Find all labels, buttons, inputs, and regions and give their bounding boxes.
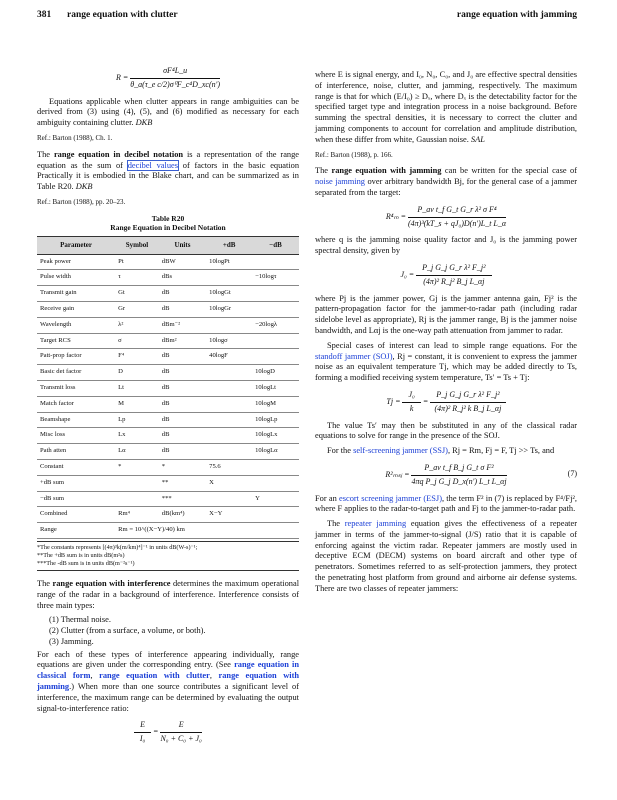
paragraph-quality-factor: where q is the jamming noise quality factor and J₀ is the jamming power spectral density, given by xyxy=(315,235,577,256)
link-noise-jamming[interactable]: noise jamming xyxy=(315,177,365,187)
table-cell: M xyxy=(115,396,159,412)
reference: Ref.: Barton (1988), p. 166. xyxy=(315,150,393,159)
paragraph-repeater: The repeater jamming equation gives the effectiveness of a repeater jammer in terms of the jammer-to-signal (J/S) ratio that it is capable of enforcing against the victim radar. Repeater jammers are mostly used in deceptive ECM (DECM) systems on board aircraft and other type of penetrators. Sometimes referred to as self-protection jammers, they protect the penetrating host platform from ground and airborne air defense systems. There are two classes of repeater jammers: xyxy=(315,519,578,593)
table-cell: dBW xyxy=(159,254,206,270)
list-item: (1) Thermal noise. xyxy=(49,615,111,625)
table-cell: dB xyxy=(159,301,206,317)
table-cell: Misc loss xyxy=(37,428,115,444)
table-cell: Patt-prop factor xyxy=(37,349,115,365)
table-row xyxy=(37,317,299,333)
table-row xyxy=(37,491,299,507)
table-cell: dB xyxy=(159,396,206,412)
equation-ssj-range: R²ₘₛⱼ = $\frac{\text{P\_av t\_f B\_j G\_t σ F²}}{\text{4πq P\_j G\_j D\_x(n′) L\_t L\_αj}}$ (7) xyxy=(385,462,577,486)
table-cell: dB xyxy=(159,349,206,365)
table-row xyxy=(37,380,299,396)
table-cell: dB xyxy=(159,444,206,460)
link-standoff-jammer[interactable]: standoff jammer (SOJ) xyxy=(315,351,393,361)
table-cell: Gt xyxy=(115,286,159,302)
link-escort-screening-jammer[interactable]: escort screening jammer (ESJ) xyxy=(339,493,442,503)
table-cell: λ² xyxy=(115,317,159,333)
table-row xyxy=(37,459,299,475)
table-cell: 10logD xyxy=(252,365,299,381)
table-cell: Lt xyxy=(115,380,159,396)
table-cell: dB xyxy=(159,380,206,396)
table-row xyxy=(37,444,299,460)
table-cell: Target RCS xyxy=(37,333,115,349)
left-column xyxy=(37,60,299,751)
table-cell: Lp xyxy=(115,412,159,428)
equation-jammer-temperature: Tj = $\frac{\text{J₀}}{k}$ = $\frac{\text{P\_j G\_j G\_r λ² F\_j²}}{\text{(4π)² R\_j² k B\_j L\_αj}}$ xyxy=(315,390,577,415)
table-cell: Combined xyxy=(37,507,115,523)
table-cell xyxy=(206,428,252,444)
table-cell: X−Y xyxy=(206,507,252,523)
table-cell: ** xyxy=(159,475,206,491)
table-cell xyxy=(206,365,252,381)
table-cell xyxy=(252,475,299,491)
table-cell xyxy=(206,491,252,507)
table-cell: dBm² xyxy=(159,333,206,349)
equation-range-clutter: R = $\frac{\text{σF⁴L\_u}}{\text{θ\_a(τ\_e c/2)σ⁰F\_c⁴D\_xc(n′)}}$ xyxy=(115,66,221,89)
table-cell: Beamshape xyxy=(37,412,115,428)
link-decibel-values[interactable]: decibel values xyxy=(127,160,179,170)
table-row xyxy=(37,301,299,317)
table-cell xyxy=(252,349,299,365)
decibel-table xyxy=(37,236,299,539)
page-number: 381 xyxy=(37,10,52,20)
table-row xyxy=(37,286,299,302)
table-caption: Table R20 Range Equation in Decibel Notation xyxy=(110,213,226,232)
table-cell xyxy=(206,396,252,412)
paragraph-jamming: The range equation with jamming can be written for the special case of noise jamming over arbitrary bandwidth Bj, for the general case of a jammer separated from the target: xyxy=(315,166,578,197)
paragraph-interference: The range equation with interference determines the maximum operational range of the radar in a background of interference. Interference consists of three main types: xyxy=(37,578,300,610)
table-cell xyxy=(252,286,299,302)
table-cell xyxy=(252,333,299,349)
table-cell xyxy=(252,459,299,475)
paragraph-jammer-params: where Pj is the jammer power, Gj is the jammer antenna gain, Fj² is the pattern-propagation factor for the jammer-to-radar path (including radar sidelobe level as appropriate), Rj is the jammer range, Bj is the jammer noise bandwidth, and Lαj is the one-way path attenuation from jammer to radar. xyxy=(315,293,577,335)
table-row xyxy=(37,412,299,428)
table-cell: Basic det factor xyxy=(37,365,115,381)
table-cell: 10logGr xyxy=(206,301,252,317)
table-cell: Pulse width xyxy=(37,270,115,286)
table-cell: Gr xyxy=(115,301,159,317)
table-row xyxy=(37,365,299,381)
table-cell: Pt xyxy=(115,254,159,270)
right-running-title: range equation with jamming xyxy=(456,10,577,20)
paragraph-ssj: For the self-screening jammer (SSJ), Rj = Rm, Fj = F, Tj >> Ts, and xyxy=(327,446,555,456)
table-cell xyxy=(206,270,252,286)
table-header-cell: −dB xyxy=(252,236,299,254)
table-cell: σ xyxy=(115,333,159,349)
table-cell: F⁴ xyxy=(115,349,159,365)
reference: Ref.: Barton (1988), pp. 20–23. xyxy=(37,197,126,206)
table-cell: Rm⁴ xyxy=(115,507,159,523)
table-cell xyxy=(252,254,299,270)
table-row xyxy=(37,333,299,349)
table-cell xyxy=(206,317,252,333)
table-row xyxy=(37,396,299,412)
table-cell: Peak power xyxy=(37,254,115,270)
table-row xyxy=(37,507,299,523)
table-header-cell: Parameter xyxy=(37,236,115,254)
table-cell: dB xyxy=(159,286,206,302)
table-cell: D xyxy=(115,365,159,381)
list-item: (2) Clutter (from a surface, a volume, or both). xyxy=(49,626,206,636)
table-cell: Constant xyxy=(37,459,115,475)
running-header xyxy=(37,10,577,24)
table-row xyxy=(37,428,299,444)
table-cell: 10logLp xyxy=(252,412,299,428)
table-cell: Lα xyxy=(115,444,159,460)
table-cell: dB xyxy=(159,428,206,444)
table-cell xyxy=(252,301,299,317)
table-header-cell: +dB xyxy=(206,236,252,254)
link-repeater-jamming[interactable]: repeater jamming xyxy=(344,519,407,529)
paragraph-ts-prime: The value Ts′ may then be substituted in any of the classical radar equations to solve for range in the presence of the SOJ. xyxy=(315,420,577,441)
table-row xyxy=(37,270,299,286)
table-cell: 40logF xyxy=(206,349,252,365)
table-header-cell: Units xyxy=(159,236,206,254)
table-cell: * xyxy=(115,459,159,475)
table-cell xyxy=(206,380,252,396)
table-cell: Path atten xyxy=(37,444,115,460)
table-cell xyxy=(115,491,159,507)
table-cell: Wavelength xyxy=(37,317,115,333)
table-cell: Y xyxy=(252,491,299,507)
table-cell: −10logτ xyxy=(252,270,299,286)
paragraph-clutter-ambiguities: Equations applicable when clutter appears in range ambiguities can be derived from (3) using (4), (5), and (6) modified as necessary for each ambiguity containing clutter. DKB xyxy=(37,96,299,128)
right-column xyxy=(315,70,577,599)
equation-jamming-range: R⁴ₘ = $\frac{\text{P\_av t\_f G\_t G\_r λ² σ F⁴}}{\text{(4π)³(kT\_s + qJ₀)D(n′)L\_t L\_α}}$ xyxy=(385,204,507,228)
table-cell: Receive gain xyxy=(37,301,115,317)
paragraph-esj: For an escort screening jammer (ESJ), the term F² in (7) is replaced by F⁴/Fj², where F applies to the radar-to-target path and Fj to the jammer-to-radar path. xyxy=(315,493,577,514)
table-cell xyxy=(206,444,252,460)
equation-jamming-density: J₀ = $\frac{\text{P\_j G\_j G\_r λ² F\_j²}}{\text{(4π)² R\_j² B\_j L\_αj}}$ xyxy=(315,263,577,288)
interference-list xyxy=(37,615,299,647)
table-cell: +dB sum xyxy=(37,475,115,491)
table-cell: 10logσ xyxy=(206,333,252,349)
table-cell: 10logLα xyxy=(252,444,299,460)
table-cell: dB xyxy=(159,412,206,428)
paragraph-decibel-notation: The range equation in decibel notation is a representation of the range equation as the sum of decibel values of factors in the basic equation Practically it is embodied in the Blake chart, and can be summarized as in Table R20. DKB xyxy=(37,149,300,192)
equation-signal-to-interference: $\frac{E}{\text{I₀}}$ = $\frac{E}{\text{N₀ + C₀ + J₀}}$ xyxy=(37,720,299,745)
table-cell xyxy=(252,507,299,523)
left-running-title: range equation with clutter xyxy=(67,10,178,20)
link-range-equation-classical[interactable]: range equation in classical form xyxy=(37,660,300,681)
table-cell: 10logPt xyxy=(206,254,252,270)
table-cell: −20logλ xyxy=(252,317,299,333)
table-cell: Transmit gain xyxy=(37,286,115,302)
table-cell xyxy=(115,475,159,491)
table-cell: Transmit loss xyxy=(37,380,115,396)
table-row xyxy=(37,475,299,491)
table-cell: 75.6 xyxy=(206,459,252,475)
table-cell: 10logGt xyxy=(206,286,252,302)
table-cell: dB(km⁴) xyxy=(159,507,206,523)
table-cell: −dB sum xyxy=(37,491,115,507)
table-cell: dBm⁻² xyxy=(159,317,206,333)
table-cell: Rm = 10^((X−Y)/40) km xyxy=(115,523,299,539)
table-cell: 10logLt xyxy=(252,380,299,396)
list-item: (3) Jamming. xyxy=(49,636,94,646)
paragraph-soj: Special cases of interest can lead to simple range equations. For the standoff jammer (SOJ), Rj = constant, it is convenient to express the jammer noise as an equivalent temperature Tj, which may be added directly to Ts, forming a modified receiving system temperature, Ts′ = Ts + Tj: xyxy=(315,340,577,383)
table-row xyxy=(37,523,299,539)
link-range-equation-jamming[interactable]: range equation with jamming xyxy=(37,671,300,692)
table-cell: dB xyxy=(159,365,206,381)
table-cell: dBs xyxy=(159,270,206,286)
table-cell: Lx xyxy=(115,428,159,444)
table-cell: 10logLx xyxy=(252,428,299,444)
link-self-screening-jammer[interactable]: self-screening jammer (SSJ) xyxy=(353,446,448,456)
paragraph-energy: where E is signal energy, and I₀, N₀, C₀, and J₀ are effective spectral densities of interference, noise, clutter, and jamming, respectively. The maximum range is that for which (E/I₀) ≥ Dₓ, where Dₓ is the detectability factor for the specified target type and integration process in a noise background. Before summing the spectral densities, it is necessary to correct the clutter and jamming components to account for correlation and amplitude distribution, when these differ from white, Gaussian noise. SAL xyxy=(315,70,577,144)
reference: Ref.: Barton (1988), Ch. 1. xyxy=(37,133,113,142)
table-cell: *** xyxy=(159,491,206,507)
table-cell xyxy=(206,412,252,428)
table-cell: Match factor xyxy=(37,396,115,412)
table-cell: * xyxy=(159,459,206,475)
table-cell: τ xyxy=(115,270,159,286)
table-row xyxy=(37,349,299,365)
table-notes: *The constants represents [(4π)³k(m/km)⁴]⁻¹ in units dB(W-s)⁻¹; **The +dB sum is in units dB(m²s) ***The -dB sum is in units dB(m⁻²s⁻¹) xyxy=(37,541,299,571)
paragraph-multiple-sources: For each of these types of interference appearing individually, range equations are given under the corresponding entry. (See range equation in classical form, range equation with clutter, range equation with jamming.) When more than one source contributes a significant level of interference, the maximum range can be determined by evaluating the output signal-to-interference ratio: xyxy=(37,649,300,713)
link-range-equation-clutter[interactable]: range equation with clutter xyxy=(99,671,210,681)
table-header-cell: Symbol xyxy=(115,236,159,254)
table-row xyxy=(37,254,299,270)
equation-number: (7) xyxy=(567,468,577,478)
table-cell: X xyxy=(206,475,252,491)
table-cell: 10logM xyxy=(252,396,299,412)
table-cell: Range xyxy=(37,523,115,539)
